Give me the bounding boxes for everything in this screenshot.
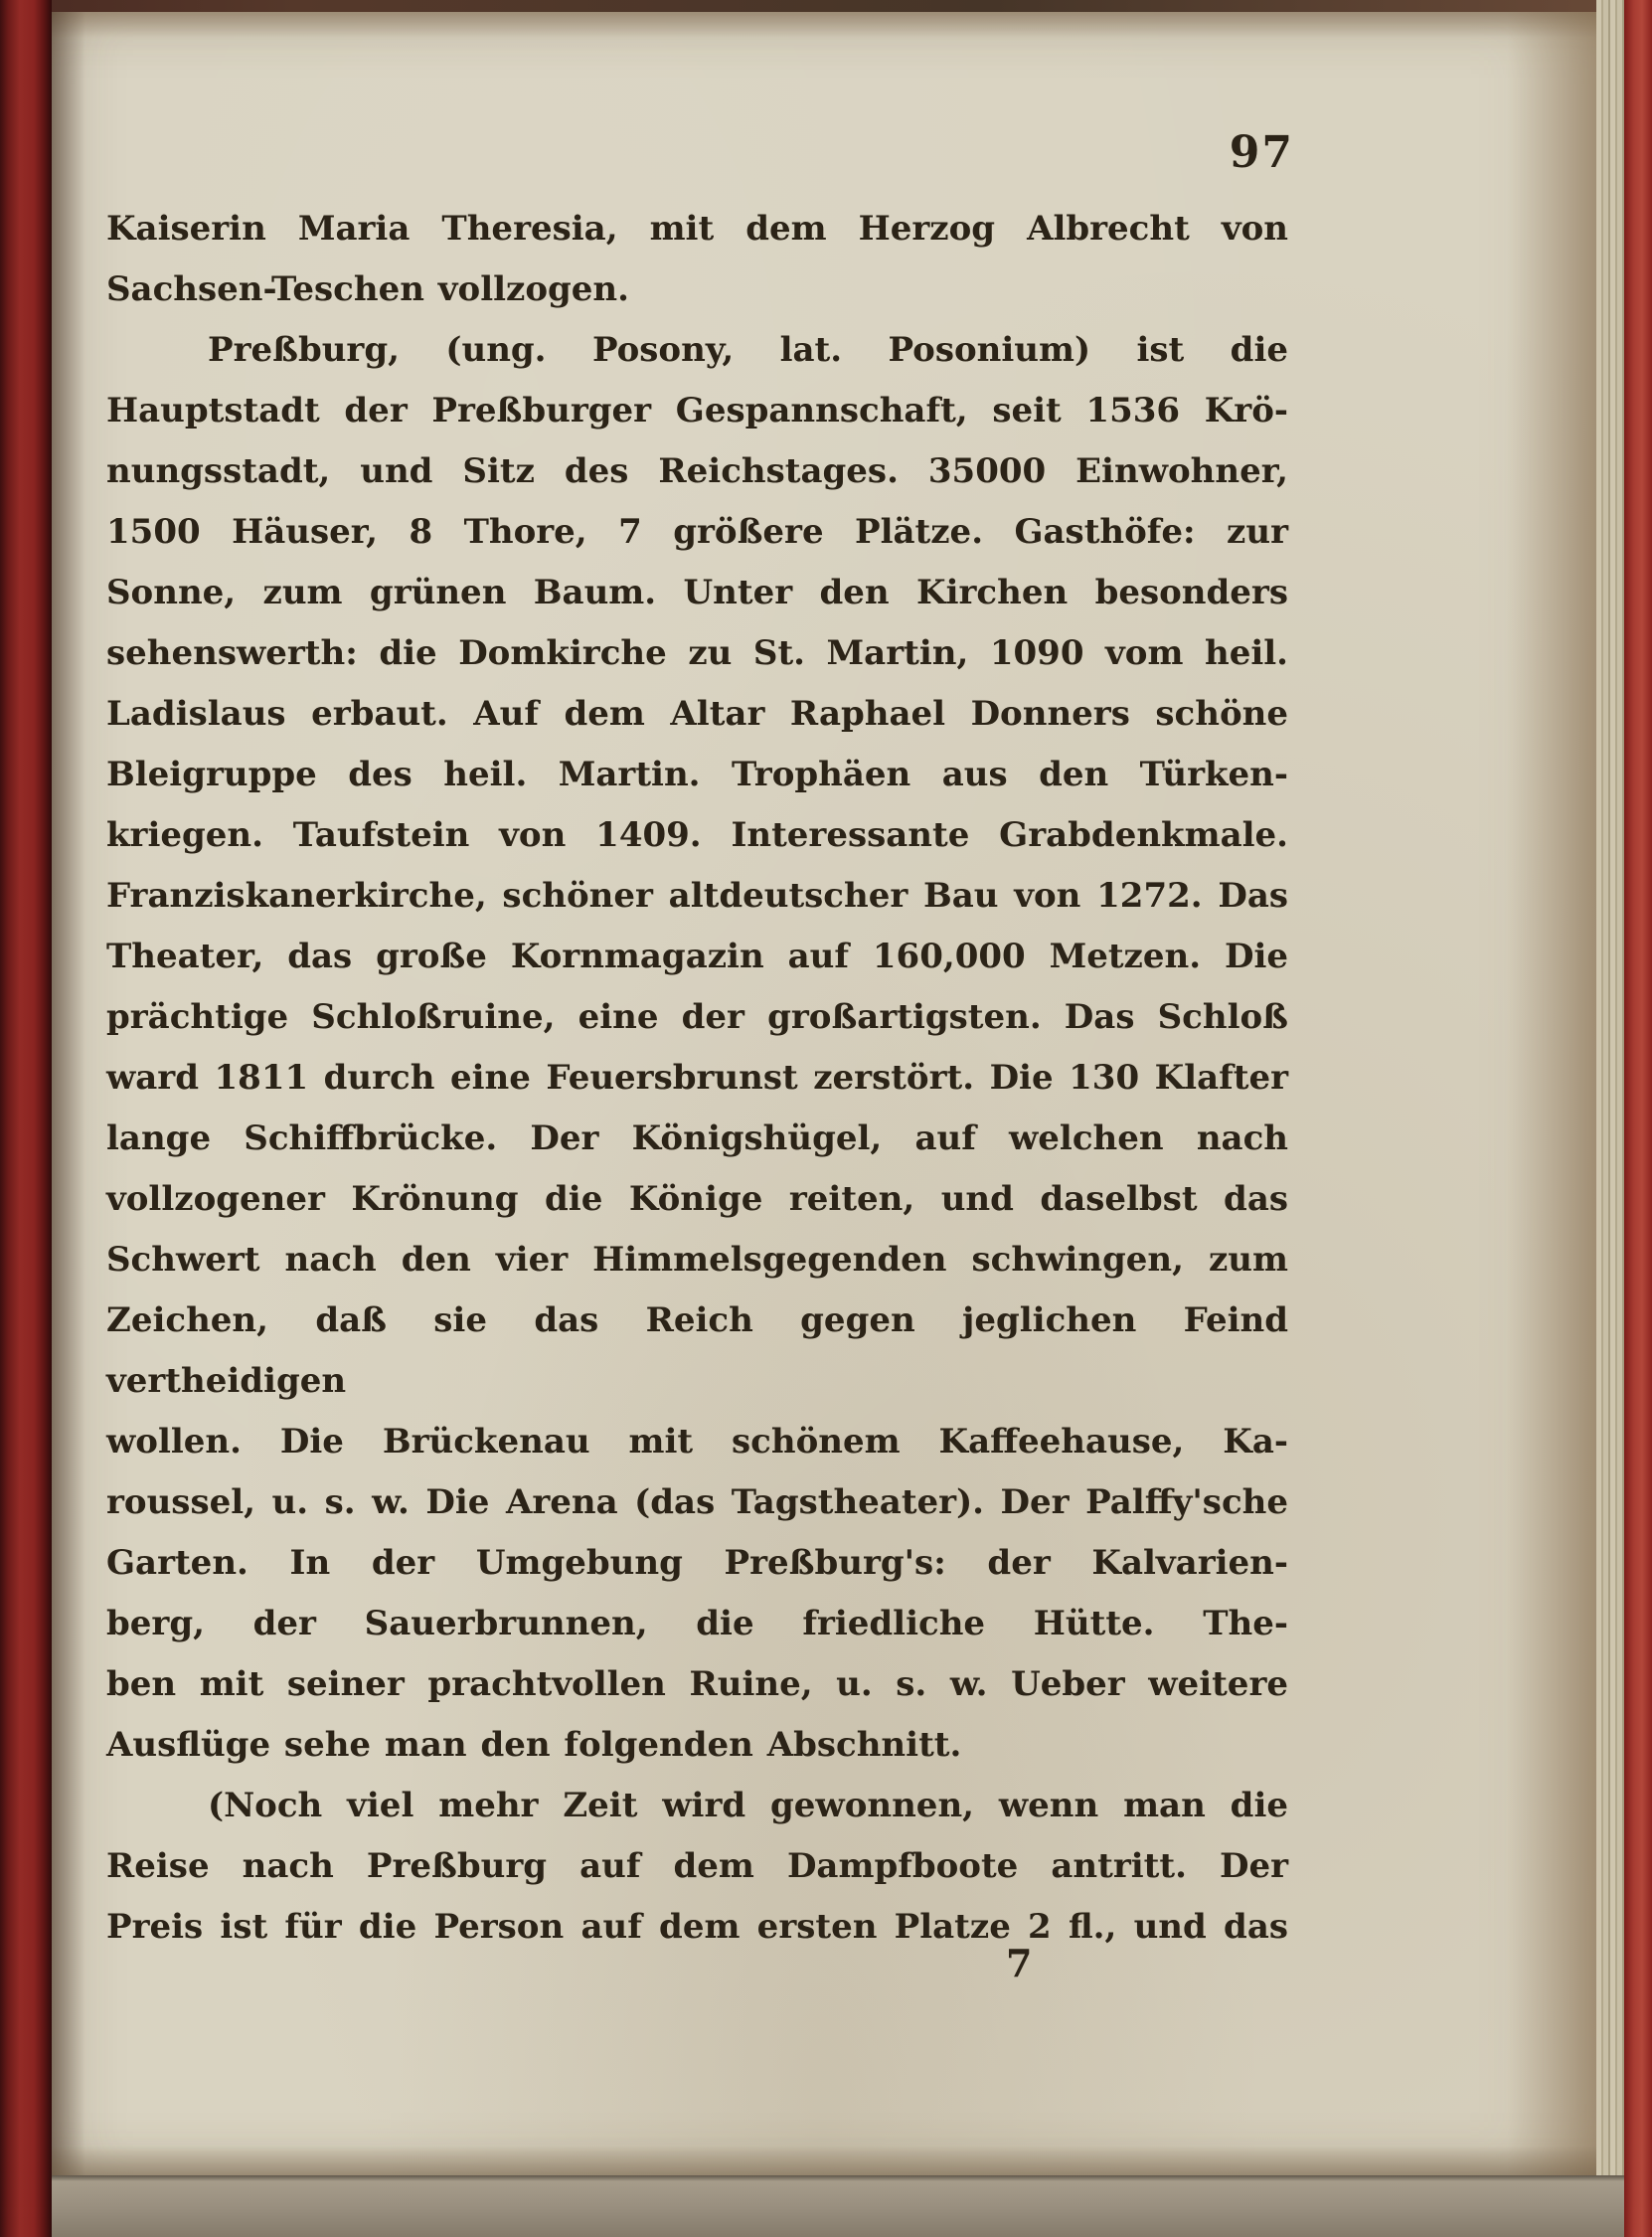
text-line: nungsstadt, und Sitz des Reichstages. 35000 Einwohner, — [106, 451, 1288, 491]
text-line: Theater, das große Kornmagazin auf 160,000 Metzen. Die — [106, 937, 1288, 976]
text-line: sehenswerth: die Domkirche zu St. Martin, 1090 vom heil. — [106, 633, 1288, 673]
bottom-shadow — [0, 2146, 1652, 2175]
text-line: Reise nach Preßburg auf dem Dampfboote antritt. Der — [106, 1846, 1288, 1886]
text-line: Sonne, zum grünen Baum. Unter den Kirchen besonders — [106, 573, 1288, 612]
text-line: Kaiserin Maria Theresia, mit dem Herzog Albrecht von — [106, 209, 1288, 249]
text-line: ward 1811 durch eine Feuersbrunst zerstört. Die 130 Klafter — [106, 1058, 1288, 1098]
text-line: 1500 Häuser, 8 Thore, 7 größere Plätze. Gasthöfe: zur — [106, 512, 1288, 552]
text-line: Sachsen-Teschen vollzogen. — [106, 269, 629, 309]
page-number: 97 — [1229, 127, 1294, 178]
text-line: berg, der Sauerbrunnen, die friedliche Hütte. The- — [106, 1604, 1288, 1643]
text-line: Bleigruppe des heil. Martin. Trophäen aus den Türken- — [106, 755, 1288, 794]
book-binding-left — [0, 0, 52, 2237]
signature-mark: 7 — [1006, 1941, 1033, 1985]
text-line: (Noch viel mehr Zeit wird gewonnen, wenn man die — [208, 1786, 1288, 1825]
text-line: Preis ist für die Person auf dem ersten Platze 2 fl., und das — [106, 1907, 1288, 1947]
text-line: Hauptstadt der Preßburger Gespannschaft, seit 1536 Krö- — [106, 391, 1288, 430]
book-cover-right — [1624, 0, 1652, 2237]
text-line: lange Schiffbrücke. Der Königshügel, auf welchen nach — [106, 1118, 1288, 1158]
text-line: Preßburg, (ung. Posony, lat. Posonium) ist die — [208, 330, 1288, 370]
text-block — [106, 199, 1288, 1958]
text-line: Franziskanerkirche, schöner altdeutscher Bau von 1272. Das — [106, 876, 1288, 916]
text-line: prächtige Schloßruine, eine der großartigsten. Das Schloß — [106, 997, 1288, 1037]
text-line: Ladislaus erbaut. Auf dem Altar Raphael Donners schöne — [106, 694, 1288, 734]
text-line: Schwert nach den vier Himmelsgegenden schwingen, zum — [106, 1240, 1288, 1280]
book-edge-bottom — [0, 2175, 1652, 2237]
page-edges-right — [1596, 0, 1624, 2237]
text-line: kriegen. Taufstein von 1409. Interessante Grabdenkmale. — [106, 815, 1288, 855]
text-line: Ausflüge sehe man den folgenden Abschnitt. — [106, 1725, 962, 1765]
binding-shadow — [52, 0, 85, 2237]
text-line: ben mit seiner prachtvollen Ruine, u. s. w. Ueber weitere — [106, 1664, 1288, 1704]
text-line: wollen. Die Brückenau mit schönem Kaffeehause, Ka- — [106, 1422, 1288, 1462]
text-line: Garten. In der Umgebung Preßburg's: der Kalvarien- — [106, 1543, 1288, 1583]
text-line: vollzogener Krönung die Könige reiten, und daselbst das — [106, 1179, 1288, 1219]
text-line: Zeichen, daß sie das Reich gegen jeglichen Feind vertheidigen — [106, 1300, 1288, 1401]
book-edge-top — [0, 0, 1652, 12]
text-line: roussel, u. s. w. Die Arena (das Tagstheater). Der Palffy'sche — [106, 1482, 1288, 1522]
top-shadow — [0, 12, 1652, 38]
page-curve-shadow — [1507, 0, 1596, 2237]
